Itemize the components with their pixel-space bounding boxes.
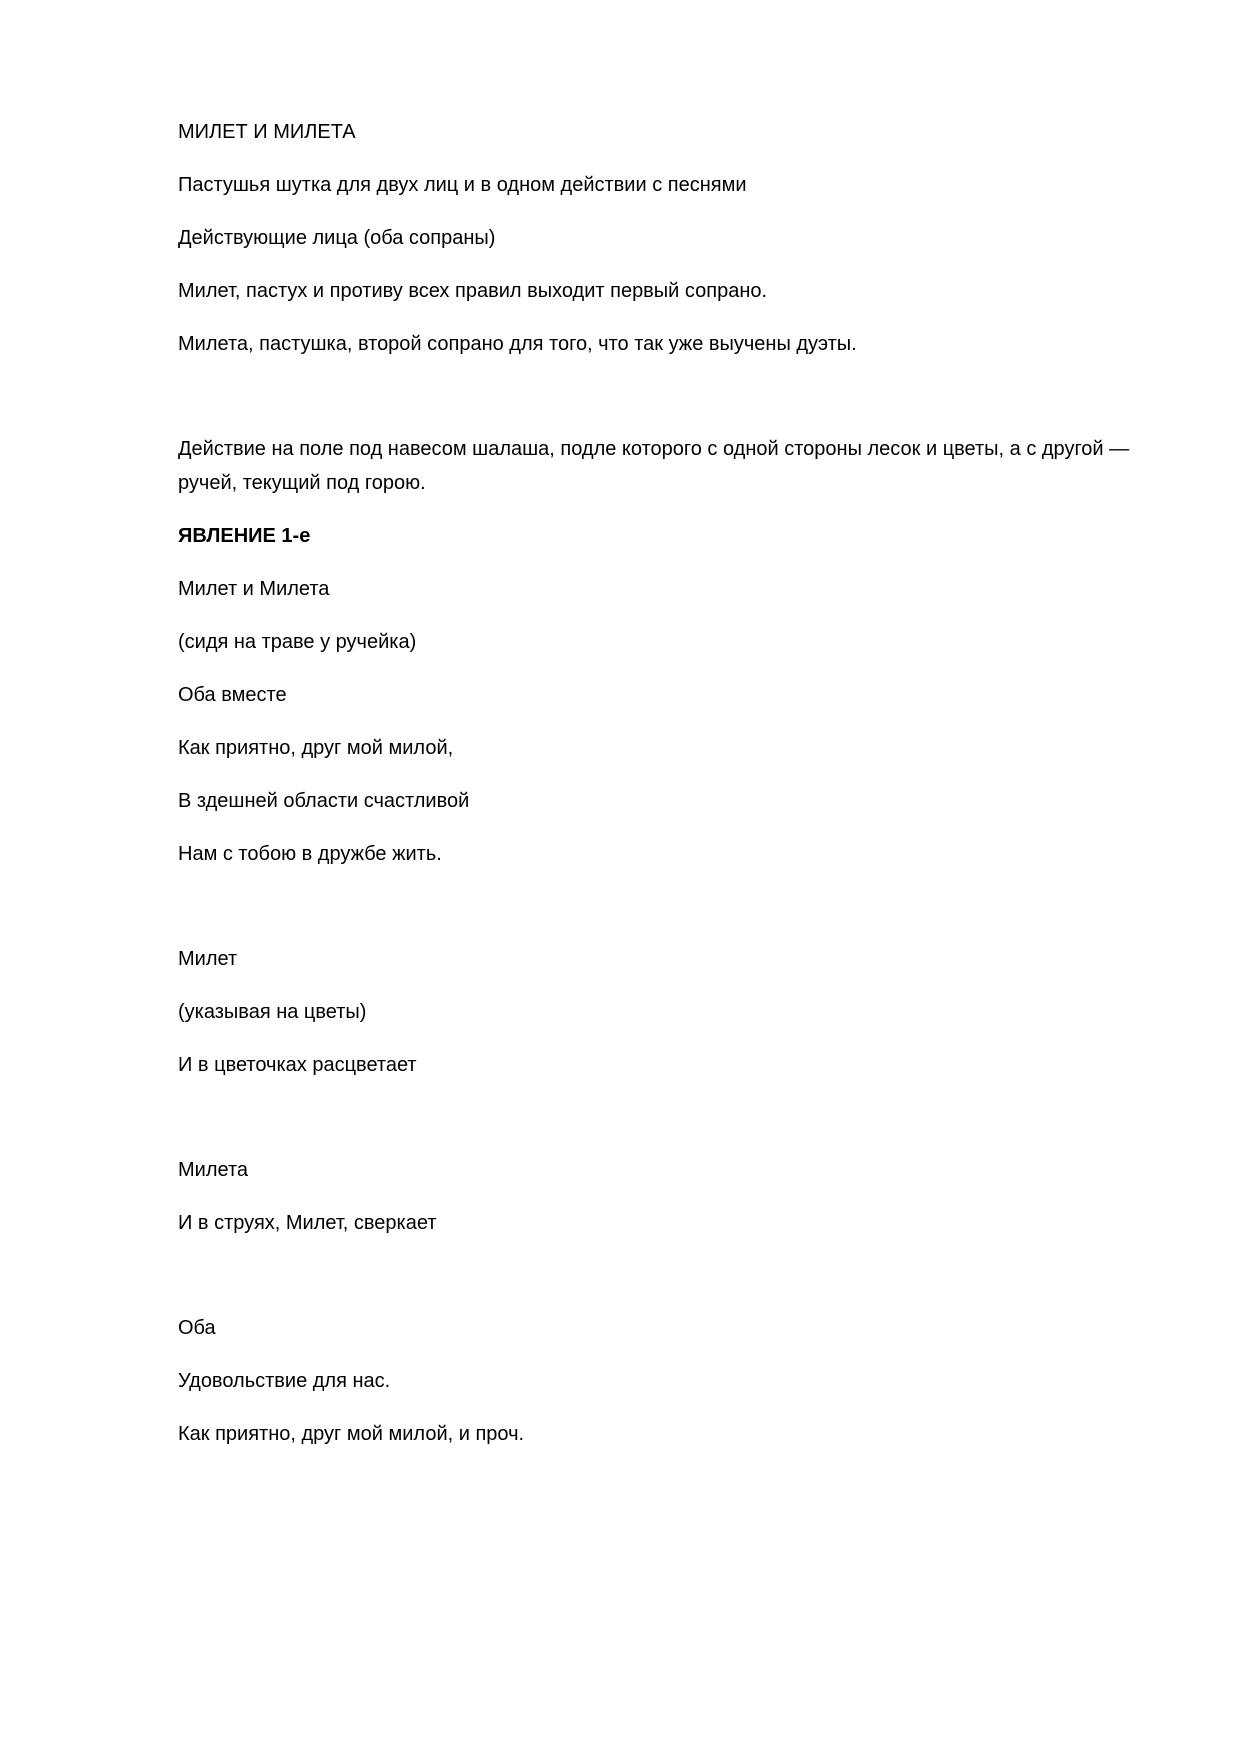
cast-item-milet: Милет, пастух и противу всех правил выходит первый сопрано. — [178, 280, 768, 302]
stage-direction: (сидя на траве у ручейка) — [178, 631, 417, 653]
verse-line: В здешней области счастливой — [178, 790, 470, 812]
cast-heading: Действующие лица (оба сопраны) — [178, 227, 496, 249]
cast-item-mileta: Милета, пастушка, второй сопрано для того, что так уже выучены дуэты. — [178, 333, 857, 355]
verse-line: И в струях, Милет, сверкает — [178, 1212, 437, 1234]
scene-heading: ЯВЛЕНИЕ 1-е — [178, 525, 311, 547]
speaker-milet: Милет — [178, 948, 238, 970]
verse-line: Нам с тобою в дружбе жить. — [178, 843, 442, 865]
stage-direction: (указывая на цветы) — [178, 1001, 367, 1023]
page-title: МИЛЕТ И МИЛЕТА — [178, 121, 356, 143]
verse-line: И в цветочках расцветает — [178, 1054, 417, 1076]
verse-line: Удовольствие для нас. — [178, 1370, 391, 1392]
speaker-both-names: Милет и Милета — [178, 578, 330, 600]
speaker-both: Оба — [178, 1317, 216, 1339]
verse-line: Как приятно, друг мой милой, — [178, 737, 454, 759]
verse-line: Как приятно, друг мой милой, и проч. — [178, 1423, 525, 1445]
subtitle: Пастушья шутка для двух лиц и в одном действии с песнями — [178, 174, 747, 196]
speaker-both-together: Оба вместе — [178, 684, 287, 706]
stage-setting: Действие на поле под навесом шалаша, подле которого с одной стороны лесок и цветы, а с другой — ручей, текущий под горою. — [178, 438, 1130, 494]
speaker-mileta: Милета — [178, 1159, 249, 1181]
